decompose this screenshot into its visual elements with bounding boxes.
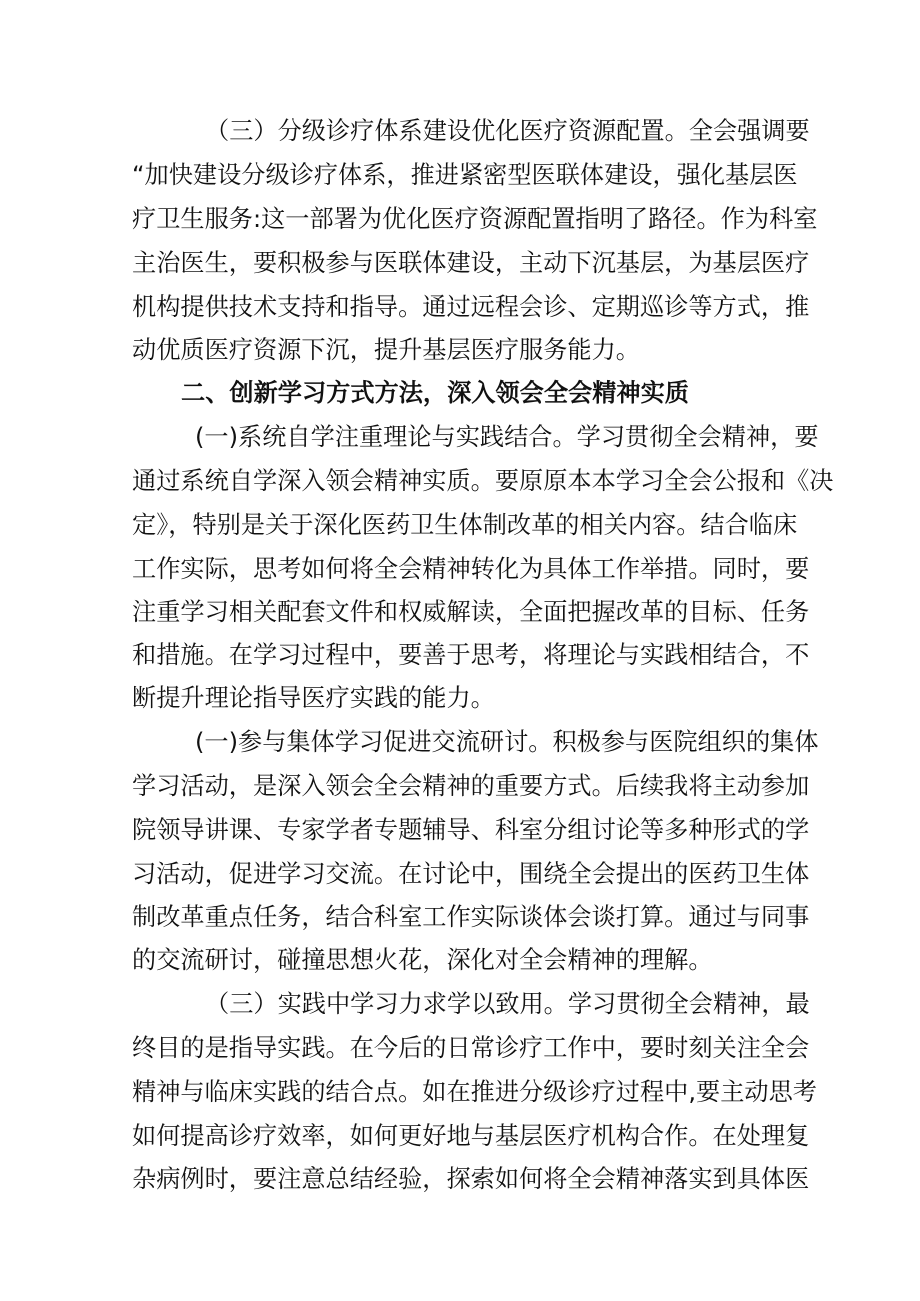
- paragraph-line: 动优质医疗资源下沉，提升基层医疗服务能力。: [132, 336, 640, 364]
- paragraph-line: （三）实践中学习力求学以致用。学习贯彻全会精神，最: [205, 990, 810, 1018]
- paragraph-line: 疗卫生服务:这一部署为优化医疗资源配置指明了路径。作为科室: [132, 205, 818, 233]
- paragraph-line: 杂病例时，要注意总结经验，探索如何将全会精神落实到具体医: [132, 1165, 810, 1193]
- paragraph-line: (一)系统自学注重理论与实践结合。学习贯彻全会精神，要: [195, 423, 819, 451]
- paragraph-line: 注重学习相关配套文件和权威解读，全面把握改革的目标、任务: [132, 598, 810, 626]
- paragraph-line: 的交流研讨，碰撞思想火花，深化对全会精神的理解。: [132, 946, 713, 974]
- paragraph-line: 如何提高诊疗效率，如何更好地与基层医疗机构合作。在处理复: [132, 1122, 810, 1150]
- paragraph-line: 习活动，促进学习交流。在讨论中，围绕全会提出的医药卫生体: [132, 860, 810, 888]
- paragraph-line: 主治医生，要积极参与医联体建设，主动下沉基层，为基层医疗: [132, 249, 810, 277]
- paragraph-line: 终目的是指导实践。在今后的日常诊疗工作中，要时刻关注全会: [132, 1034, 810, 1062]
- paragraph-line: (一)参与集体学习促进交流研讨。积极参与医院组织的集体: [195, 728, 819, 756]
- paragraph-line: “加快建设分级诊疗体系，推进紧密型医联体建设，强化基层医: [132, 161, 798, 189]
- paragraph-line: 院领导讲课、专家学者专题辅导、科室分组讨论等多种形式的学: [132, 816, 810, 844]
- paragraph-line: 制改革重点任务，结合科室工作实际谈体会谈打算。通过与同事: [132, 903, 810, 931]
- paragraph-line: 工作实际，思考如何将全会精神转化为具体工作举措。同时，要: [132, 555, 810, 583]
- paragraph-line: 学习活动，是深入领会全会精神的重要方式。后续我将主动参加: [132, 772, 810, 800]
- paragraph-line: 通过系统自学深入领会精神实质。要原原本本学习全会公报和《决: [132, 467, 834, 495]
- paragraph-line: 断提升理论指导医疗实践的能力。: [132, 684, 495, 712]
- paragraph-line: 机构提供技术支持和指导。通过远程会诊、定期巡诊等方式，推: [132, 293, 810, 321]
- section-heading: 二、创新学习方式方法，深入领会全会精神实质: [181, 379, 689, 407]
- paragraph-line: （三）分级诊疗体系建设优化医疗资源配置。全会强调要: [205, 117, 810, 145]
- paragraph-line: 定》，特别是关于深化医药卫生体制改革的相关内容。结合临床: [132, 511, 798, 539]
- paragraph-line: 和措施。在学习过程中，要善于思考，将理论与实践相结合，不: [132, 641, 810, 669]
- paragraph-line: 精神与临床实践的结合点。如在推进分级诊疗过程中,要主动思考: [132, 1078, 817, 1106]
